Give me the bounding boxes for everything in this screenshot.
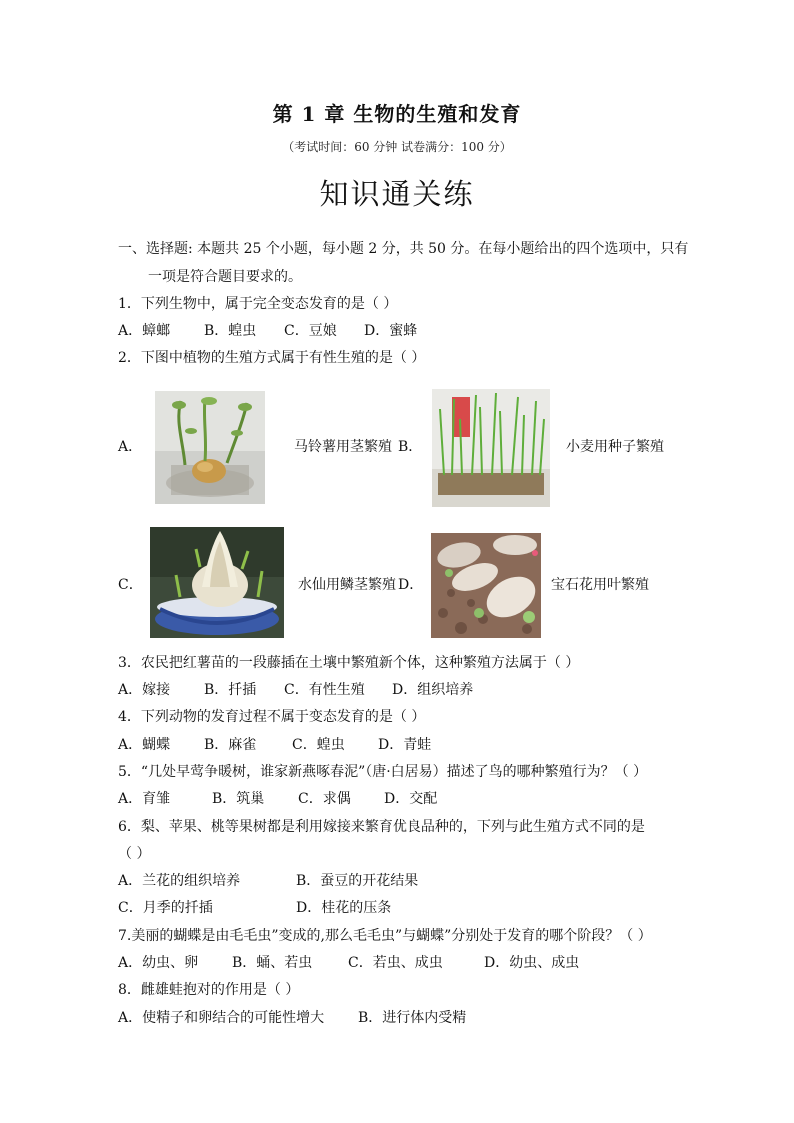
- question-6-stem-cont: （ ）: [118, 846, 151, 862]
- question-1-stem: 1．下列生物中，属于完全变态发育的是（ ）: [118, 296, 398, 312]
- q1-option-d[interactable]: D．蜜蜂: [364, 323, 418, 339]
- q4-option-b[interactable]: B．麻雀: [204, 737, 257, 753]
- question-4-stem: 4．下列动物的发育过程不属于变态发育的是（ ）: [118, 709, 426, 725]
- q1-option-a[interactable]: A．蟑螂: [118, 323, 171, 339]
- q2-option-d-label: 宝石花用叶繁殖: [551, 577, 649, 593]
- q5-option-a[interactable]: A．育雏: [118, 791, 171, 807]
- q2-option-a-label: 马铃薯用茎繁殖: [294, 439, 392, 455]
- question-6-stem: 6．梨、苹果、桃等果树都是利用嫁接来繁育优良品种的，下列与此生殖方式不同的是: [118, 819, 645, 835]
- question-7-stem: 7.美丽的蝴蝶是由毛毛虫”变成的,那么毛毛虫”与蝴蝶”分别处于发育的哪个阶段？（ ）: [118, 928, 652, 944]
- potato-sprout-photo: [155, 391, 265, 504]
- exam-info: （考试时间：60 分钟 试卷满分：100 分）: [282, 140, 512, 154]
- question-6-options-row1: [118, 871, 418, 891]
- question-5-options: [118, 789, 437, 809]
- q5-option-c[interactable]: C．求偶: [298, 791, 351, 807]
- q2-option-c-label: 水仙用鳞茎繁殖: [298, 577, 396, 593]
- q4-option-c[interactable]: C．蝗虫: [292, 737, 345, 753]
- q3-option-b[interactable]: B．扦插: [204, 682, 257, 698]
- q6-option-b[interactable]: B．蚕豆的开花结果: [296, 873, 419, 889]
- question-7-options: [118, 953, 579, 973]
- question-3-options: [118, 680, 473, 700]
- chapter-title: 第 1 章 生物的生殖和发育: [272, 102, 522, 126]
- q6-option-c[interactable]: C．月季的扦插: [118, 900, 213, 916]
- narcissus-bulb-photo: [150, 527, 284, 638]
- section-instruction: 一、选择题: 本题共 25 个小题，每小题 2 分，共 50 分。在每小题给出的四个选项中，只有: [118, 241, 689, 257]
- q7-option-c[interactable]: C．若虫、成虫: [348, 955, 443, 971]
- q2-option-b-letter[interactable]: B．: [398, 439, 423, 455]
- q2-option-d-letter[interactable]: D．: [398, 577, 424, 593]
- q1-option-c[interactable]: C．豆娘: [284, 323, 337, 339]
- section-instruction-cont: 一项是符合题目要求的。: [148, 269, 302, 285]
- q3-option-c[interactable]: C．有性生殖: [284, 682, 365, 698]
- question-5-stem: 5．“几处早莺争暖树，谁家新燕啄春泥”（唐·白居易）描述了鸟的哪种繁殖行为？（ ）: [118, 764, 648, 780]
- question-1-options: [118, 321, 417, 341]
- q2-option-a-letter[interactable]: A．: [118, 439, 143, 455]
- q1-option-b[interactable]: B．蝗虫: [204, 323, 257, 339]
- q4-option-d[interactable]: D．青蛙: [378, 737, 432, 753]
- q6-option-a[interactable]: A．兰花的组织培养: [118, 873, 241, 889]
- question-2-stem: 2．下图中植物的生殖方式属于有性生殖的是（ ）: [118, 350, 426, 366]
- question-4-options: [118, 735, 431, 755]
- q3-option-d[interactable]: D．组织培养: [392, 682, 474, 698]
- q4-option-a[interactable]: A．蝴蝶: [118, 737, 171, 753]
- question-8-options: [118, 1008, 466, 1028]
- main-heading: 知识通关练: [319, 177, 475, 211]
- q5-option-d[interactable]: D．交配: [384, 791, 438, 807]
- q3-option-a[interactable]: A．嫁接: [118, 682, 171, 698]
- wheat-seedling-photo: [432, 389, 550, 507]
- question-3-stem: 3．农民把红薯苗的一段藤插在土壤中繁殖新个体，这种繁殖方法属于（ ）: [118, 655, 580, 671]
- q8-option-b[interactable]: B．进行体内受精: [358, 1010, 467, 1026]
- question-8-stem: 8．雌雄蛙抱对的作用是（ ）: [118, 982, 300, 998]
- q8-option-a[interactable]: A．使精子和卵结合的可能性增大: [118, 1010, 325, 1026]
- echeveria-leaf-photo: [431, 533, 541, 638]
- q7-option-a[interactable]: A．幼虫、卵: [118, 955, 199, 971]
- question-6-options-row2: [118, 898, 391, 918]
- q6-option-d[interactable]: D．桂花的压条: [296, 900, 392, 916]
- q7-option-d[interactable]: D．幼虫、成虫: [484, 955, 580, 971]
- q7-option-b[interactable]: B．蛹、若虫: [232, 955, 313, 971]
- q2-option-c-letter[interactable]: C．: [118, 577, 143, 593]
- q2-option-b-label: 小麦用种子繁殖: [566, 439, 664, 455]
- q5-option-b[interactable]: B．筑巢: [212, 791, 265, 807]
